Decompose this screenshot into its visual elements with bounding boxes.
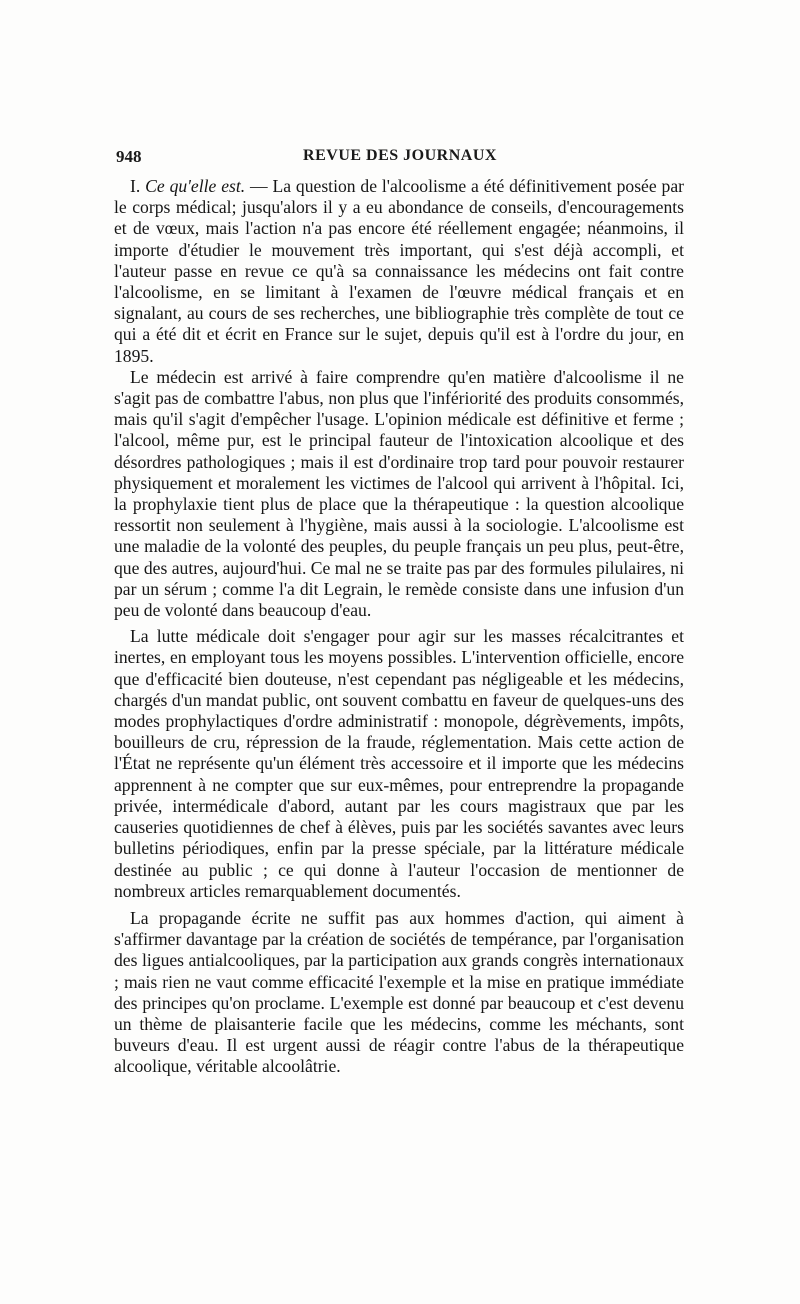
page-header bbox=[116, 147, 684, 171]
article-body bbox=[114, 176, 684, 1078]
paragraph-3: La lutte médicale doit s'engager pour agir sur les masses récalcitrantes et inertes, en employant tous les moyens possibles. L'intervention officielle, encore que d'efficacité bien douteuse, n'est cependant pas négligeable et les médecins, chargés d'un mandat public, ont souvent combattu en faveur de quelques-uns des modes prophylactiques d'ordre administratif : monopole, dégrèvements, impôts, bouilleurs de cru, répression de la fraude, réglementation. Mais cette action de l'État ne représente qu'un élément très accessoire et il importe que les médecins apprennent à ne compter que sur eux-mêmes, pour entreprendre la propagande privée, intermédicale d'abord, autant par les cours magistraux que par les causeries quotidiennes de chef à élèves, puis par les sociétés savantes avec leurs bulletins périodiques, enfin par la presse spéciale, par la littérature médicale destinée au public ; ce qui donne à l'auteur l'occasion de mentionner de nombreux articles remarquablement documentés. bbox=[114, 626, 684, 901]
paragraph-1-text: — La question de l'alcoolisme a été définitivement posée par le corps médical; jusqu'alors il y a eu abondance de conseils, d'encouragements et de vœux, mais l'action n'a pas encore été réellement engagée; néanmoins, il importe d'étudier le mouvement très important, qui s'est déjà accompli, et l'auteur passe en revue ce qu'à sa connaissance les médecins ont fait contre l'alcoolisme, en se limitant à l'examen de l'œuvre médical français et en signalant, au cours de ses recherches, une bibliographie très complète de tout ce qui a été dit et écrit en France sur le sujet, depuis qu'il est à l'ordre du jour, en 1895. bbox=[114, 176, 684, 366]
page-number: 948 bbox=[116, 147, 142, 166]
section-title: Ce qu'elle est. bbox=[145, 176, 246, 196]
paragraph-4: La propagande écrite ne suffit pas aux hommes d'action, qui aiment à s'affirmer davantage par la création de sociétés de tempérance, par l'organisation des ligues antialcooliques, par la participation aux grands congrès internationaux ; mais rien ne vaut comme efficacité l'exemple et la mise en pratique immédiate des principes qu'on proclame. L'exemple est donné par beaucoup et c'est devenu un thème de plaisanterie facile que les médecins, comme les méchants, sont buveurs d'eau. Il est urgent aussi de réagir contre l'abus de la thérapeutique alcoolique, véritable alcoolâtrie. bbox=[114, 907, 684, 1077]
paragraph-2: Le médecin est arrivé à faire comprendre qu'en matière d'alcoolisme il ne s'agit pas de combattre l'abus, non plus que l'infériorité des produits consommés, mais qu'il s'agit d'empêcher l'usage. L'opinion médicale est définitive et ferme ; l'alcool, même pur, est le principal fauteur de l'intoxication alcoolique et des désordres pathologiques ; mais il est d'ordinaire trop tard pour pouvoir restaurer physiquement et moralement les victimes de l'alcool qui arrivent à l'hôpital. Ici, la prophylaxie tient plus de place que la thérapeutique : la question alcoolique ressortit non seulement à l'hygiène, mais aussi à la sociologie. L'alcoolisme est une maladie de la volonté des peuples, du peuple français un peu plus, peut-être, que des autres, aujourd'hui. Ce mal ne se traite pas par des formules pilulaires, ni par un sérum ; comme l'a dit Legrain, le remède consiste dans une infusion d'un peu de volonté dans beaucoup d'eau. bbox=[114, 366, 684, 621]
paragraph-1 bbox=[114, 176, 684, 367]
section-number: I. bbox=[130, 176, 141, 196]
running-head: REVUE DES JOURNAUX bbox=[303, 147, 497, 164]
